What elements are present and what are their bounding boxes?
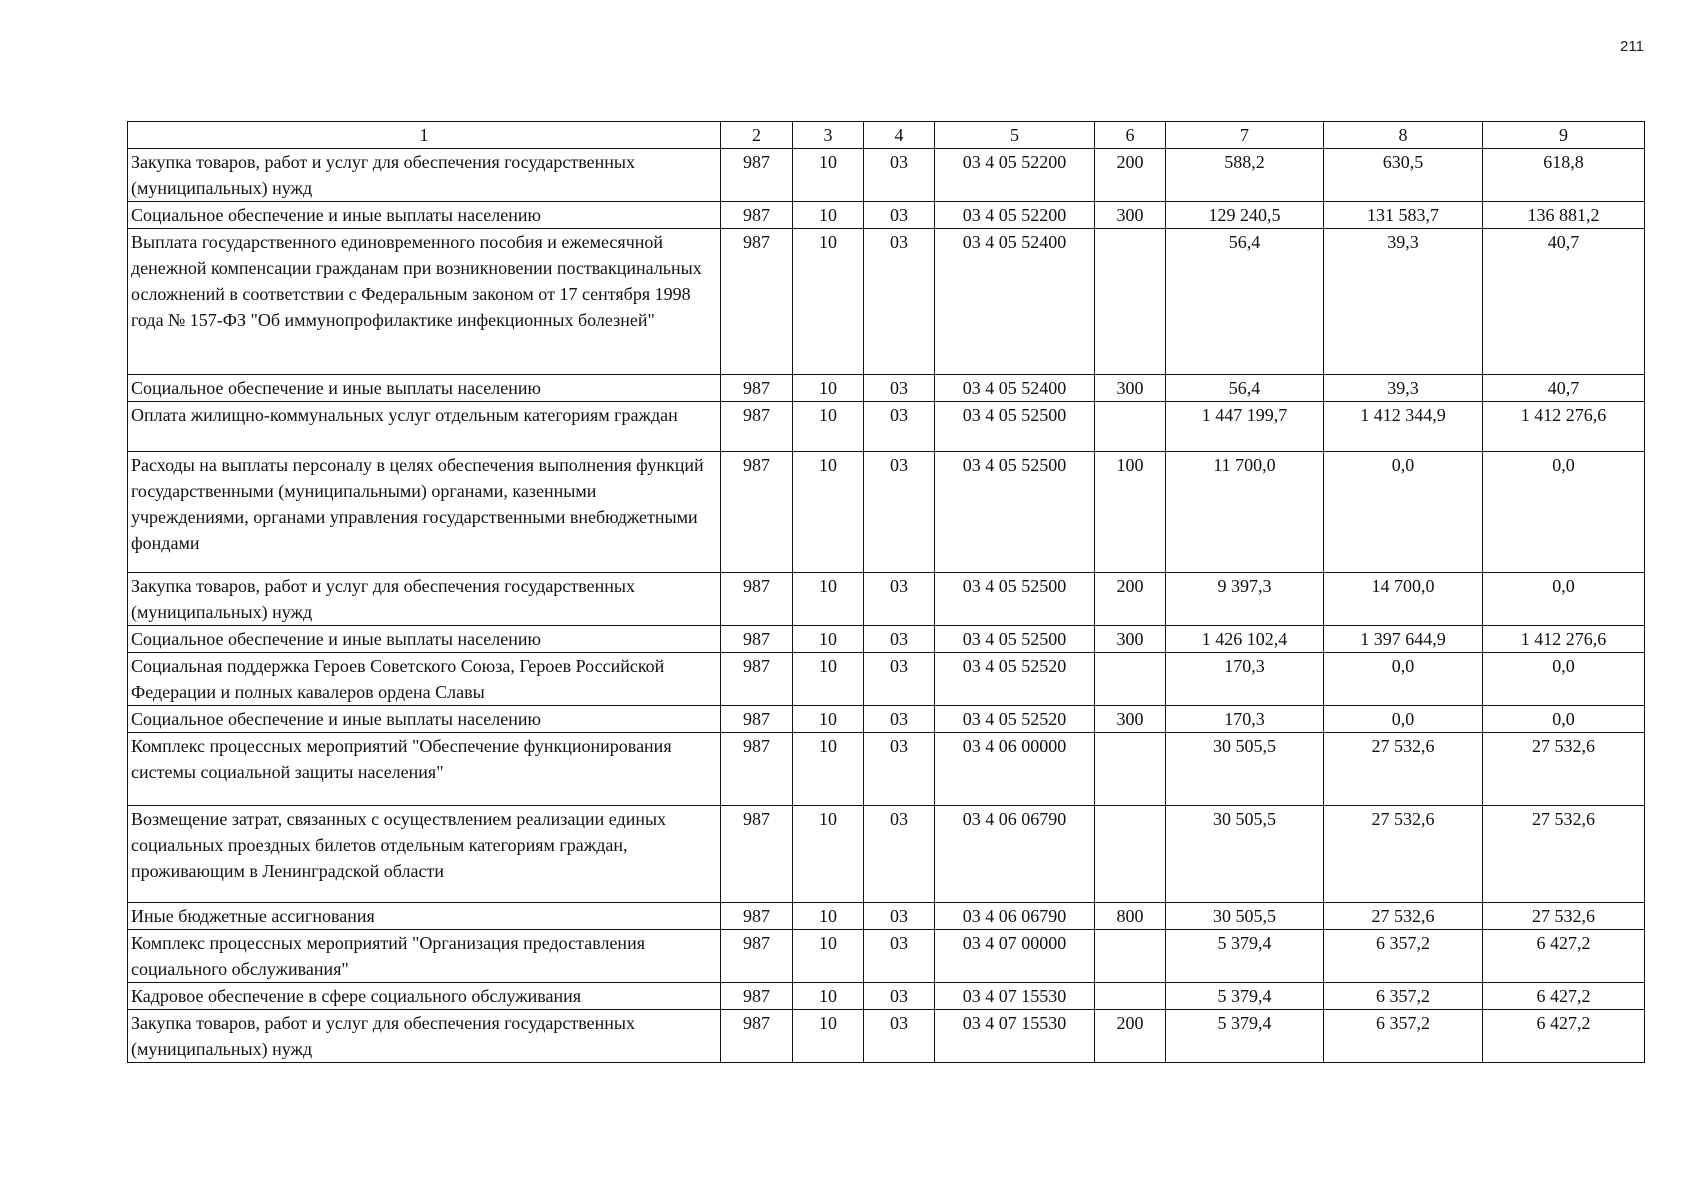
cell-amount-year3: 1 412 276,6: [1483, 402, 1645, 452]
column-number: 8: [1324, 122, 1483, 149]
cell-grbs: 987: [721, 983, 793, 1010]
cell-amount-year1: 11 700,0: [1166, 452, 1324, 573]
cell-amount-year3: 40,7: [1483, 229, 1645, 375]
cell-target-article: 03 4 05 52200: [935, 149, 1095, 202]
cell-section: 10: [793, 930, 864, 983]
row-description: Социальная поддержка Героев Советского Союза, Героев Российской Федерации и полных кавалеров ордена Славы: [128, 653, 721, 706]
cell-amount-year2: 6 357,2: [1324, 930, 1483, 983]
column-number: 3: [793, 122, 864, 149]
row-description: Социальное обеспечение и иные выплаты населению: [128, 706, 721, 733]
cell-target-article: 03 4 05 52500: [935, 402, 1095, 452]
cell-amount-year1: 56,4: [1166, 375, 1324, 402]
column-number: 2: [721, 122, 793, 149]
cell-target-article: 03 4 07 15530: [935, 983, 1095, 1010]
row-description: Закупка товаров, работ и услуг для обеспечения государственных (муниципальных) нужд: [128, 149, 721, 202]
cell-grbs: 987: [721, 903, 793, 930]
row-description: Кадровое обеспечение в сфере социального обслуживания: [128, 983, 721, 1010]
table-row: [128, 402, 1645, 452]
table-row: [128, 229, 1645, 375]
cell-amount-year1: 5 379,4: [1166, 930, 1324, 983]
cell-amount-year2: 6 357,2: [1324, 983, 1483, 1010]
cell-target-article: 03 4 06 06790: [935, 806, 1095, 903]
column-number: 4: [864, 122, 935, 149]
cell-subsection: 03: [864, 202, 935, 229]
table-row: [128, 653, 1645, 706]
cell-subsection: 03: [864, 806, 935, 903]
table-row: [128, 930, 1645, 983]
cell-section: 10: [793, 202, 864, 229]
cell-section: 10: [793, 653, 864, 706]
cell-subsection: 03: [864, 903, 935, 930]
cell-target-article: 03 4 07 15530: [935, 1010, 1095, 1063]
cell-target-article: 03 4 05 52400: [935, 229, 1095, 375]
cell-amount-year2: 0,0: [1324, 452, 1483, 573]
cell-amount-year2: 0,0: [1324, 706, 1483, 733]
cell-amount-year3: 136 881,2: [1483, 202, 1645, 229]
cell-target-article: 03 4 05 52500: [935, 452, 1095, 573]
column-number: 1: [128, 122, 721, 149]
cell-amount-year2: 1 397 644,9: [1324, 626, 1483, 653]
cell-amount-year2: 39,3: [1324, 229, 1483, 375]
cell-expense-type: [1095, 806, 1166, 903]
cell-grbs: 987: [721, 229, 793, 375]
cell-section: 10: [793, 375, 864, 402]
column-number-row: [128, 122, 1645, 149]
cell-subsection: 03: [864, 626, 935, 653]
cell-amount-year1: 170,3: [1166, 706, 1324, 733]
cell-amount-year1: 129 240,5: [1166, 202, 1324, 229]
cell-grbs: 987: [721, 806, 793, 903]
page-number: 211: [1620, 38, 1644, 55]
cell-grbs: 987: [721, 653, 793, 706]
cell-section: 10: [793, 706, 864, 733]
cell-target-article: 03 4 06 00000: [935, 733, 1095, 806]
cell-amount-year3: 6 427,2: [1483, 930, 1645, 983]
cell-target-article: 03 4 05 52520: [935, 653, 1095, 706]
cell-grbs: 987: [721, 202, 793, 229]
row-description: Иные бюджетные ассигнования: [128, 903, 721, 930]
cell-amount-year2: 27 532,6: [1324, 806, 1483, 903]
cell-amount-year2: 1 412 344,9: [1324, 402, 1483, 452]
column-number: 7: [1166, 122, 1324, 149]
cell-grbs: 987: [721, 930, 793, 983]
cell-section: 10: [793, 229, 864, 375]
cell-expense-type: 300: [1095, 375, 1166, 402]
cell-subsection: 03: [864, 402, 935, 452]
cell-amount-year1: 5 379,4: [1166, 983, 1324, 1010]
cell-subsection: 03: [864, 452, 935, 573]
cell-amount-year2: 630,5: [1324, 149, 1483, 202]
cell-expense-type: 200: [1095, 573, 1166, 626]
cell-section: 10: [793, 733, 864, 806]
table-row: [128, 806, 1645, 903]
cell-expense-type: [1095, 983, 1166, 1010]
cell-amount-year3: 6 427,2: [1483, 983, 1645, 1010]
cell-subsection: 03: [864, 706, 935, 733]
row-description: Социальное обеспечение и иные выплаты населению: [128, 626, 721, 653]
table-row: [128, 202, 1645, 229]
cell-amount-year1: 5 379,4: [1166, 1010, 1324, 1063]
cell-section: 10: [793, 149, 864, 202]
cell-grbs: 987: [721, 452, 793, 573]
cell-subsection: 03: [864, 653, 935, 706]
cell-amount-year3: 0,0: [1483, 573, 1645, 626]
cell-section: 10: [793, 573, 864, 626]
row-description: Оплата жилищно-коммунальных услуг отдельным категориям граждан: [128, 402, 721, 452]
cell-amount-year3: 1 412 276,6: [1483, 626, 1645, 653]
row-description: Комплекс процессных мероприятий "Организация предоставления социального обслуживания": [128, 930, 721, 983]
cell-expense-type: [1095, 229, 1166, 375]
cell-grbs: 987: [721, 733, 793, 806]
cell-grbs: 987: [721, 402, 793, 452]
cell-amount-year2: 39,3: [1324, 375, 1483, 402]
cell-section: 10: [793, 903, 864, 930]
cell-target-article: 03 4 05 52520: [935, 706, 1095, 733]
cell-section: 10: [793, 1010, 864, 1063]
cell-amount-year3: 0,0: [1483, 452, 1645, 573]
cell-expense-type: 300: [1095, 202, 1166, 229]
budget-table: [127, 121, 1645, 1063]
cell-target-article: 03 4 05 52500: [935, 626, 1095, 653]
row-description: Социальное обеспечение и иные выплаты населению: [128, 202, 721, 229]
cell-target-article: 03 4 05 52400: [935, 375, 1095, 402]
cell-expense-type: 800: [1095, 903, 1166, 930]
cell-section: 10: [793, 626, 864, 653]
cell-target-article: 03 4 07 00000: [935, 930, 1095, 983]
table-row: [128, 733, 1645, 806]
cell-target-article: 03 4 05 52500: [935, 573, 1095, 626]
cell-expense-type: [1095, 653, 1166, 706]
cell-grbs: 987: [721, 1010, 793, 1063]
cell-amount-year3: 0,0: [1483, 653, 1645, 706]
table-row: [128, 452, 1645, 573]
row-description: Закупка товаров, работ и услуг для обеспечения государственных (муниципальных) нужд: [128, 573, 721, 626]
cell-amount-year3: 0,0: [1483, 706, 1645, 733]
table-row: [128, 903, 1645, 930]
cell-grbs: 987: [721, 573, 793, 626]
cell-target-article: 03 4 06 06790: [935, 903, 1095, 930]
cell-amount-year3: 6 427,2: [1483, 1010, 1645, 1063]
cell-amount-year2: 27 532,6: [1324, 733, 1483, 806]
table-row: [128, 149, 1645, 202]
row-description: Расходы на выплаты персоналу в целях обеспечения выполнения функций государственными (муниципальными) органами, казенными учреждениями, органами управления государственными внебюджетными фондами: [128, 452, 721, 573]
cell-amount-year3: 27 532,6: [1483, 733, 1645, 806]
cell-amount-year3: 40,7: [1483, 375, 1645, 402]
cell-grbs: 987: [721, 149, 793, 202]
cell-amount-year1: 30 505,5: [1166, 806, 1324, 903]
cell-section: 10: [793, 806, 864, 903]
cell-section: 10: [793, 983, 864, 1010]
cell-section: 10: [793, 402, 864, 452]
cell-amount-year2: 14 700,0: [1324, 573, 1483, 626]
row-description: Социальное обеспечение и иные выплаты населению: [128, 375, 721, 402]
cell-subsection: 03: [864, 983, 935, 1010]
cell-subsection: 03: [864, 930, 935, 983]
table-row: [128, 706, 1645, 733]
cell-amount-year3: 618,8: [1483, 149, 1645, 202]
cell-subsection: 03: [864, 229, 935, 375]
cell-amount-year1: 30 505,5: [1166, 903, 1324, 930]
cell-amount-year3: 27 532,6: [1483, 806, 1645, 903]
cell-amount-year1: 30 505,5: [1166, 733, 1324, 806]
cell-expense-type: 200: [1095, 1010, 1166, 1063]
cell-amount-year2: 6 357,2: [1324, 1010, 1483, 1063]
cell-section: 10: [793, 452, 864, 573]
column-number: 5: [935, 122, 1095, 149]
cell-amount-year1: 588,2: [1166, 149, 1324, 202]
cell-amount-year3: 27 532,6: [1483, 903, 1645, 930]
column-number: 9: [1483, 122, 1645, 149]
table-row: [128, 573, 1645, 626]
cell-amount-year1: 9 397,3: [1166, 573, 1324, 626]
cell-subsection: 03: [864, 573, 935, 626]
cell-expense-type: 200: [1095, 149, 1166, 202]
cell-amount-year2: 131 583,7: [1324, 202, 1483, 229]
cell-amount-year2: 27 532,6: [1324, 903, 1483, 930]
table-row: [128, 375, 1645, 402]
cell-expense-type: [1095, 930, 1166, 983]
cell-expense-type: [1095, 402, 1166, 452]
cell-expense-type: 300: [1095, 706, 1166, 733]
cell-target-article: 03 4 05 52200: [935, 202, 1095, 229]
cell-grbs: 987: [721, 375, 793, 402]
cell-expense-type: 100: [1095, 452, 1166, 573]
cell-grbs: 987: [721, 626, 793, 653]
row-description: Выплата государственного единовременного пособия и ежемесячной денежной компенсации гражданам при возникновении поствакцинальных осложнений в соответствии с Федеральным законом от 17 сентября 1998 года № 157-ФЗ "Об иммунопрофилактике инфекционных болезней": [128, 229, 721, 375]
cell-subsection: 03: [864, 733, 935, 806]
cell-amount-year2: 0,0: [1324, 653, 1483, 706]
table-row: [128, 1010, 1645, 1063]
cell-subsection: 03: [864, 375, 935, 402]
cell-amount-year1: 170,3: [1166, 653, 1324, 706]
row-description: Закупка товаров, работ и услуг для обеспечения государственных (муниципальных) нужд: [128, 1010, 721, 1063]
cell-subsection: 03: [864, 1010, 935, 1063]
row-description: Комплекс процессных мероприятий "Обеспечение функционирования системы социальной защиты населения": [128, 733, 721, 806]
cell-subsection: 03: [864, 149, 935, 202]
table-row: [128, 626, 1645, 653]
cell-grbs: 987: [721, 706, 793, 733]
cell-expense-type: 300: [1095, 626, 1166, 653]
cell-amount-year1: 56,4: [1166, 229, 1324, 375]
cell-amount-year1: 1 426 102,4: [1166, 626, 1324, 653]
column-number: 6: [1095, 122, 1166, 149]
cell-amount-year1: 1 447 199,7: [1166, 402, 1324, 452]
row-description: Возмещение затрат, связанных с осуществлением реализации единых социальных проездных билетов отдельным категориям граждан, проживающим в Ленинградской области: [128, 806, 721, 903]
cell-expense-type: [1095, 733, 1166, 806]
table-row: [128, 983, 1645, 1010]
